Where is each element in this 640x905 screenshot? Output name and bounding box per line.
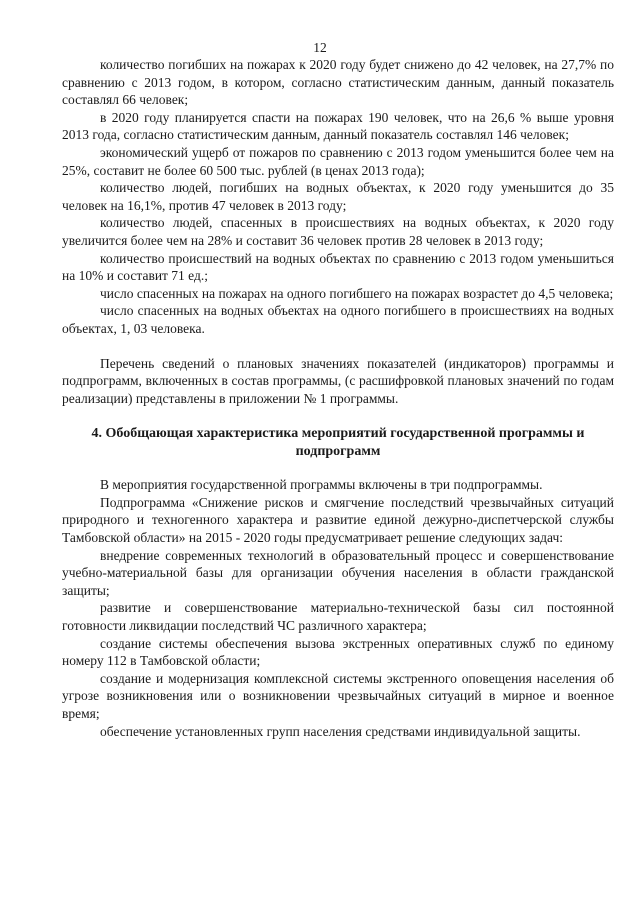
- indicator-item: количество людей, погибших на водных объектах, к 2020 году уменьшится до 35 человек на 16,1%, против 47 человек в 2013 году;: [62, 180, 614, 213]
- task-item: обеспечение установленных групп населения средствами индивидуальной защиты.: [100, 723, 581, 739]
- section-paragraph: Подпрограмма «Снижение рисков и смягчение последствий чрезвычайных ситуаций природного и техногенного характера и развитие единой дежурно-диспетчерской службы Тамбовской области» на 2015 - 2020 годы предусматривает решение следующих задач:: [62, 494, 614, 546]
- task-item: развитие и совершенствование материально-технической базы сил постоянной готовности ликвидации последствий ЧС различного характера;: [62, 600, 614, 634]
- task-item: создание и модернизация комплексной системы экстренного оповещения населения об угрозе возникновения или о возникновении чрезвычайных ситуаций в мирное и военное время;: [62, 670, 614, 721]
- page-number: 12: [313, 40, 327, 55]
- summary-paragraph: Перечень сведений о плановых значениях показателей (индикаторов) программы и подпрограмм, включенных в состав программы, (с расшифровкой плановых значений по годам реализации) представлены в приложении № 1 программы.: [62, 355, 614, 406]
- indicator-item: число спасенных на водных объектах на одного погибшего в происшествиях на водных объектах, 1, 03 человека.: [62, 303, 614, 336]
- indicator-item: количество людей, спасенных в происшествиях на водных объектах, к 2020 году увеличится более чем на 28% и составит 36 человек против 28 человек в 2013 году;: [62, 215, 614, 248]
- document-body: [62, 56, 614, 740]
- indicator-item: количество происшествий на водных объектах по сравнению с 2013 годом уменьшиться на 10% и составит 71 ед.;: [62, 250, 614, 284]
- indicator-item: в 2020 году планируется спасти на пожарах 190 человек, что на 26,6 % выше уровня 2013 года, согласно статистическим данным, данный показатель составлял 146 человек;: [62, 109, 614, 143]
- task-item: создание системы обеспечения вызова экстренных оперативных служб по единому номеру 112 в Тамбовской области;: [62, 635, 614, 669]
- task-item: внедрение современных технологий в образовательный процесс и совершенствование учебно-материальной базы для организации обучения населения в области гражданской защиты;: [62, 547, 614, 598]
- section-heading: 4. Обобщающая характеристика мероприятий государственной программы и подпрограмм: [91, 426, 585, 460]
- indicator-item: экономический ущерб от пожаров по сравнению с 2013 годом уменьшится более чем на 25%, составит не более 60 500 тыс. рублей (в ценах 2013 года);: [62, 144, 614, 178]
- indicator-item: число спасенных на пожарах на одного погибшего на пожарах возрастет до 4,5 человека;: [100, 285, 614, 301]
- indicator-item: количество погибших на пожарах к 2020 году будет снижено до 42 человек, на 27,7% по сравнению с 2013 годом, в котором, согласно статистическим данным, данный показатель составлял 66 человек;: [62, 57, 614, 108]
- section-paragraph: В мероприятия государственной программы включены в три подпрограммы.: [100, 477, 543, 493]
